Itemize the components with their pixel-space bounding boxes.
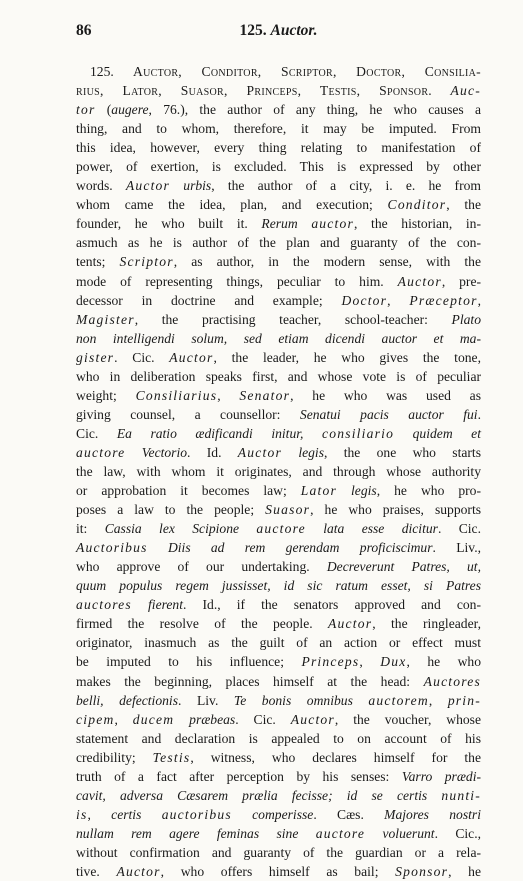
text-run: legis	[298, 444, 324, 460]
text-run: Te bonis omnibus	[233, 692, 369, 708]
text-run: lata esse dicitur	[305, 521, 438, 537]
text-line	[76, 119, 481, 138]
text-run: Plato	[451, 311, 481, 327]
text-run: Consiliarius	[135, 387, 218, 403]
text-run: ,	[114, 711, 133, 727]
text-line	[76, 614, 481, 633]
text-run: auctoribus	[161, 806, 232, 822]
text-run: Senatui pacis auctor fui	[299, 406, 478, 422]
text-run: ducem	[132, 711, 175, 727]
text-run: poses a law to the people;	[76, 502, 266, 518]
text-run: Lator	[300, 483, 338, 499]
text-run	[298, 216, 312, 231]
text-run: without confirmation and guaranty of the guardian or a rela-	[76, 844, 481, 860]
text-run: . Id.	[187, 444, 238, 460]
text-run: , he who	[406, 654, 482, 670]
text-run: Auctoribus	[76, 540, 148, 556]
text-run: Senator	[239, 387, 291, 403]
text-run: ,	[359, 654, 381, 670]
text-line	[76, 100, 481, 119]
text-run: , he who was used as	[290, 387, 482, 403]
text-run: voluerunt	[365, 825, 435, 841]
text-run: , the ringleader,	[372, 616, 481, 632]
text-line	[76, 157, 481, 176]
text-run: Ea ratio ædificandi initur,	[116, 425, 322, 441]
text-run: Suasor	[265, 502, 311, 518]
text-run: . Cic.,	[434, 825, 481, 841]
text-run: consiliario	[321, 425, 395, 441]
text-line	[76, 386, 481, 405]
text-run: Doctor	[341, 292, 388, 308]
text-run: decessor in doctrine and example;	[76, 292, 342, 308]
text-run: auctores	[76, 597, 132, 613]
text-line	[76, 729, 481, 748]
text-run: , the	[446, 197, 481, 213]
text-run: is	[76, 806, 88, 822]
text-line	[76, 500, 481, 519]
text-run: Testis	[152, 749, 191, 765]
text-run	[282, 445, 298, 460]
text-run: Auctor	[290, 711, 335, 727]
text-run: Auctor	[116, 863, 161, 879]
text-run: thing, and to whom, therefore, it may be imputed. From	[76, 121, 481, 137]
text-run: credibility;	[76, 749, 153, 765]
text-run: comperisse	[231, 806, 314, 822]
text-run: Princeps	[301, 654, 360, 670]
text-run: Cassia lex Scipione	[104, 521, 257, 537]
text-run: , who offers himself as bail;	[160, 863, 396, 879]
text-run: . Cic.	[235, 711, 291, 727]
text-run: , the historian, in-	[354, 216, 481, 232]
text-run: , 76.), the author of any thing, he who causes a	[148, 102, 481, 118]
text-run: Decreverunt Patres, ut,	[326, 559, 481, 575]
text-run: statement and declaration is appealed to on account of his	[76, 730, 481, 746]
text-line	[76, 81, 481, 100]
text-line	[76, 138, 481, 157]
text-line	[76, 424, 481, 443]
text-run: , pre-	[441, 273, 482, 289]
text-line	[76, 576, 481, 595]
text-run: , the one who starts	[324, 444, 481, 460]
page-header	[76, 22, 481, 44]
text-line	[76, 633, 481, 652]
text-line	[76, 519, 481, 538]
text-run: Vectorio	[141, 444, 188, 460]
text-run: gister	[76, 349, 115, 365]
text-run: Auctor, Conditor, Scriptor, Doctor, Consilia-	[132, 64, 481, 79]
text-line	[76, 843, 481, 862]
running-title-number: 125.	[239, 22, 267, 39]
text-line	[76, 862, 481, 881]
text-run: , he	[448, 863, 481, 879]
text-run: cavit, adversa Cæsarem prælia fecisse; id se certis	[76, 787, 442, 803]
text-run: . Id., if the senators approved and con-	[183, 597, 481, 613]
text-line	[76, 824, 481, 843]
text-run: cipem	[76, 711, 115, 727]
text-run: truth of a fact after perception by his senses:	[76, 768, 402, 784]
text-line	[76, 672, 481, 691]
text-run: (	[95, 102, 112, 118]
text-run: fierent	[131, 597, 183, 613]
text-run: Rerum	[261, 216, 298, 232]
text-run: asmuch as he is author of the plan and guaranty of the con-	[76, 235, 481, 251]
text-run: ,	[387, 292, 410, 308]
text-run: who approve of our undertaking.	[76, 559, 327, 575]
text-run: words.	[76, 178, 126, 194]
text-run: Auctor	[328, 616, 373, 632]
text-line	[76, 595, 481, 614]
text-run: originator, inasmuch as the guilt of an action or effect must	[76, 635, 481, 651]
text-line	[76, 538, 481, 557]
page-number: 86	[76, 22, 92, 39]
text-line	[76, 348, 481, 367]
text-run: Præceptor	[409, 292, 478, 308]
text-line	[76, 195, 481, 214]
text-line	[76, 652, 481, 671]
text-run: whom came the idea, plan, and execution;	[76, 197, 388, 213]
text-run: founder, he who built it.	[76, 216, 262, 232]
text-run: Dux	[380, 654, 407, 670]
text-run: legis	[351, 483, 377, 499]
text-run: . Liv.,	[432, 540, 481, 556]
text-run: nullam rem agere feminas sine	[76, 825, 316, 841]
text-run: , as author, in the modern sense, with the	[173, 254, 481, 270]
text-run	[125, 445, 141, 460]
text-run: quum populus regem jussisset, id sic ratum esset, si Patres	[76, 578, 481, 594]
text-run: weight;	[76, 387, 136, 403]
text-run: Auctor	[237, 444, 282, 460]
text-run: this idea, however, every thing relating to manifestation of	[76, 140, 481, 156]
text-run: . Cic.	[114, 349, 170, 365]
text-line	[76, 252, 481, 271]
text-run: Conditor	[387, 197, 447, 213]
text-line	[76, 329, 481, 348]
text-run: nunti-	[441, 787, 481, 803]
page-body-text	[76, 62, 481, 881]
text-run: Auc-	[450, 83, 481, 99]
text-line	[76, 691, 481, 710]
text-line	[76, 748, 481, 767]
text-line	[76, 233, 481, 252]
text-run: tor	[76, 102, 96, 118]
text-run: quidem et	[394, 425, 481, 441]
text-run: Magister	[76, 311, 135, 327]
text-run: be imputed to his influence;	[76, 654, 302, 670]
text-line	[76, 767, 481, 786]
text-run: Scriptor	[119, 254, 174, 270]
text-run: auctor	[311, 216, 355, 232]
text-run: the law, with whom it originates, and through whose authority	[76, 463, 481, 479]
text-run: tive.	[76, 863, 117, 879]
text-line	[76, 805, 481, 824]
text-run: ,	[217, 387, 240, 403]
text-run: . Cic.	[437, 521, 481, 537]
text-line	[76, 176, 481, 195]
text-line	[76, 786, 481, 805]
text-run	[432, 83, 451, 98]
text-run: . Liv.	[178, 692, 234, 708]
text-run: tents;	[76, 254, 120, 270]
text-run: auctore	[76, 444, 126, 460]
text-run	[337, 483, 351, 498]
text-line	[76, 557, 481, 576]
text-run: Auctor	[125, 178, 171, 194]
text-line	[76, 214, 481, 233]
text-run: Auctores	[423, 673, 481, 689]
text-run: ,	[428, 692, 448, 708]
text-run: Majores nostri	[384, 806, 481, 822]
text-run: .	[477, 406, 481, 422]
text-run: , the voucher, whose	[334, 711, 481, 727]
text-run: auctore	[315, 825, 366, 841]
text-run: Varro prædi-	[401, 768, 481, 784]
text-run: rius, Lator, Suasor, Princeps, Testis, Sponsor.	[76, 83, 432, 99]
text-run: firmed the resolve of the people.	[76, 616, 329, 632]
text-run: . Cæs.	[313, 806, 385, 822]
text-run: auctorem	[368, 692, 429, 708]
text-line	[76, 62, 481, 81]
text-run: Sponsor	[395, 863, 449, 879]
text-run: Cic.	[76, 425, 117, 441]
text-line	[76, 272, 481, 291]
text-run: 125.	[90, 64, 133, 79]
text-run	[170, 178, 183, 193]
text-line	[76, 310, 481, 329]
text-run: who in deliberation speaks first, and whose vote is of peculiar	[76, 368, 481, 384]
text-run: , he who praises, supports	[310, 502, 482, 518]
text-run: non intelligendi solum, sed etiam dicendi auctor et ma-	[76, 330, 481, 346]
text-run: urbis	[183, 178, 212, 194]
text-line	[76, 291, 481, 310]
text-line	[76, 405, 481, 424]
text-run: mode of representing things, peculiar to him.	[76, 273, 398, 289]
text-line	[76, 367, 481, 386]
text-run: Diis ad rem gerendam proficiscimur	[147, 540, 433, 556]
text-run: Auctor	[169, 349, 214, 365]
text-run: auctore	[256, 521, 306, 537]
text-run: makes the beginning, places himself at the head:	[76, 673, 424, 689]
text-run: ,	[87, 806, 112, 822]
text-run: belli, defectionis	[76, 692, 178, 708]
text-line	[76, 710, 481, 729]
text-run: præbeas	[174, 711, 236, 727]
text-run: giving counsel, a counsellor:	[76, 406, 300, 422]
text-line	[76, 481, 481, 500]
text-line	[76, 443, 481, 462]
running-title-word: Auctor.	[270, 22, 318, 39]
text-line	[76, 462, 481, 481]
text-run: , witness, who declares himself for the	[190, 749, 482, 765]
text-run: augere	[111, 102, 149, 118]
text-run: it:	[76, 521, 105, 537]
text-run: , the practising teacher, school-teacher:	[134, 311, 452, 327]
text-run: ,	[477, 292, 481, 308]
text-run: , the leader, he who gives the tone,	[213, 349, 481, 365]
text-run: or approbation it becomes law;	[76, 483, 301, 499]
text-run: prin-	[447, 692, 481, 708]
text-run: , he who pro-	[376, 483, 482, 499]
text-run: Auctor	[397, 273, 442, 289]
text-run: power, of exertion, is excluded. This is expressed by other	[76, 159, 481, 175]
text-run: certis	[111, 806, 162, 822]
running-title	[76, 22, 481, 40]
text-run: , the author of a city, i. e. he from	[211, 178, 481, 194]
